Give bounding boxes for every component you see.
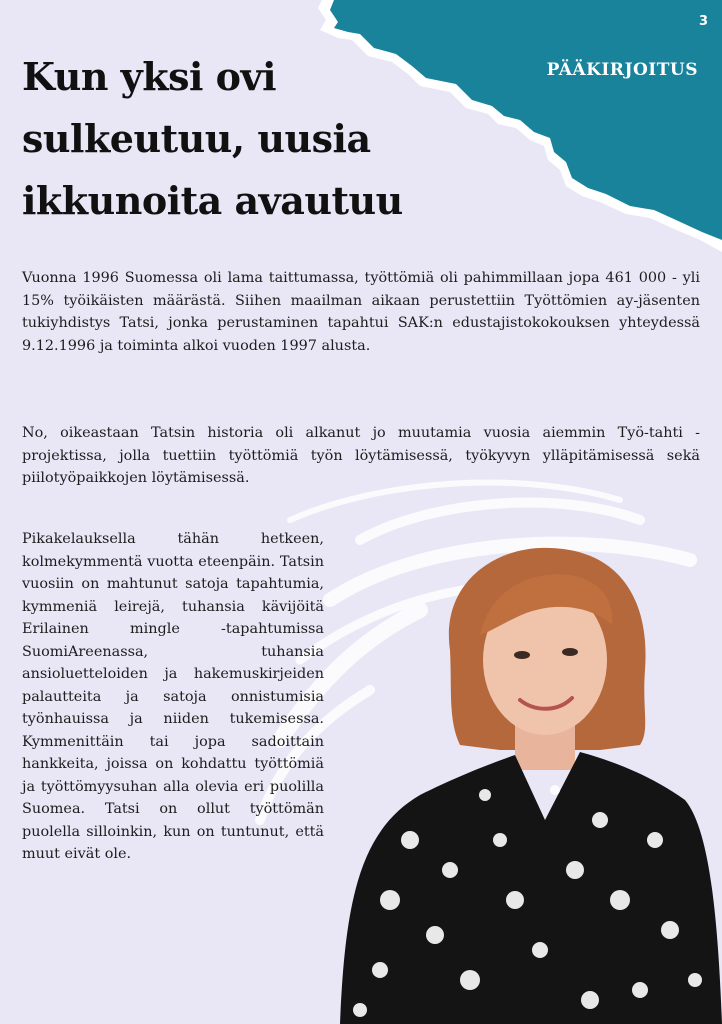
portrait-eye-right [562,648,578,656]
article-headline: Kun yksi ovi sulkeutuu, uusia ikkunoita avautuu [22,54,403,223]
portrait-eye-left [514,651,530,659]
article-paragraph-1: Vuonna 1996 Suomessa oli lama taittumassa, työttömiä oli pahimmillaan jopa 461 000 - yli 15% työikäisten määrästä. Siihen maailman aikaan perustettiin Työttömien ay-jäsenten tukiyhdistys Tatsi, jonka perustaminen tapahtui SAK:n edustajistokokouksen yhteydessä 9.12.1996 ja toiminta alkoi vuoden 1997 alusta. [22,270,700,354]
article-paragraph-2: No, oikeastaan Tatsin historia oli alkanut jo muutamia vuosia aiemmin Työ-tahti -projektissa, jolla tuettiin työttömiä työn löytämisessä, työkyvyn ylläpitämisessä sekä piilotyöpaikkojen löytämisessä. [22,425,700,486]
section-label: PÄÄKIRJOITUS [546,60,698,80]
portrait-dress [340,752,722,1024]
page-number: 3 [698,14,708,29]
author-portrait [300,540,722,1024]
article-paragraph-3: Pikakelauksella tähän hetkeen, kolmekymmentä vuotta eteenpäin. Tatsin vuosiin on mahtunut satoja tapahtumia, kymmeniä leirejä, tuhansia kävijöitä Erilainen mingle -tapahtumissa SuomiAreenassa, tuhansia ansioluetteloiden ja hakemuskirjeiden palautteita ja satoja onnistumisia työnhauissa ja niiden tukemisessa. Kymmenittäin tai jopa sadoittain hankkeita, joissa on kohdattu työttömiä ja työttömyysuhan alla olevia eri puolilla Suomea. Tatsi on ollut työttömän puolella silloinkin, kun on tuntunut, että muut eivät ole. [22,531,324,862]
